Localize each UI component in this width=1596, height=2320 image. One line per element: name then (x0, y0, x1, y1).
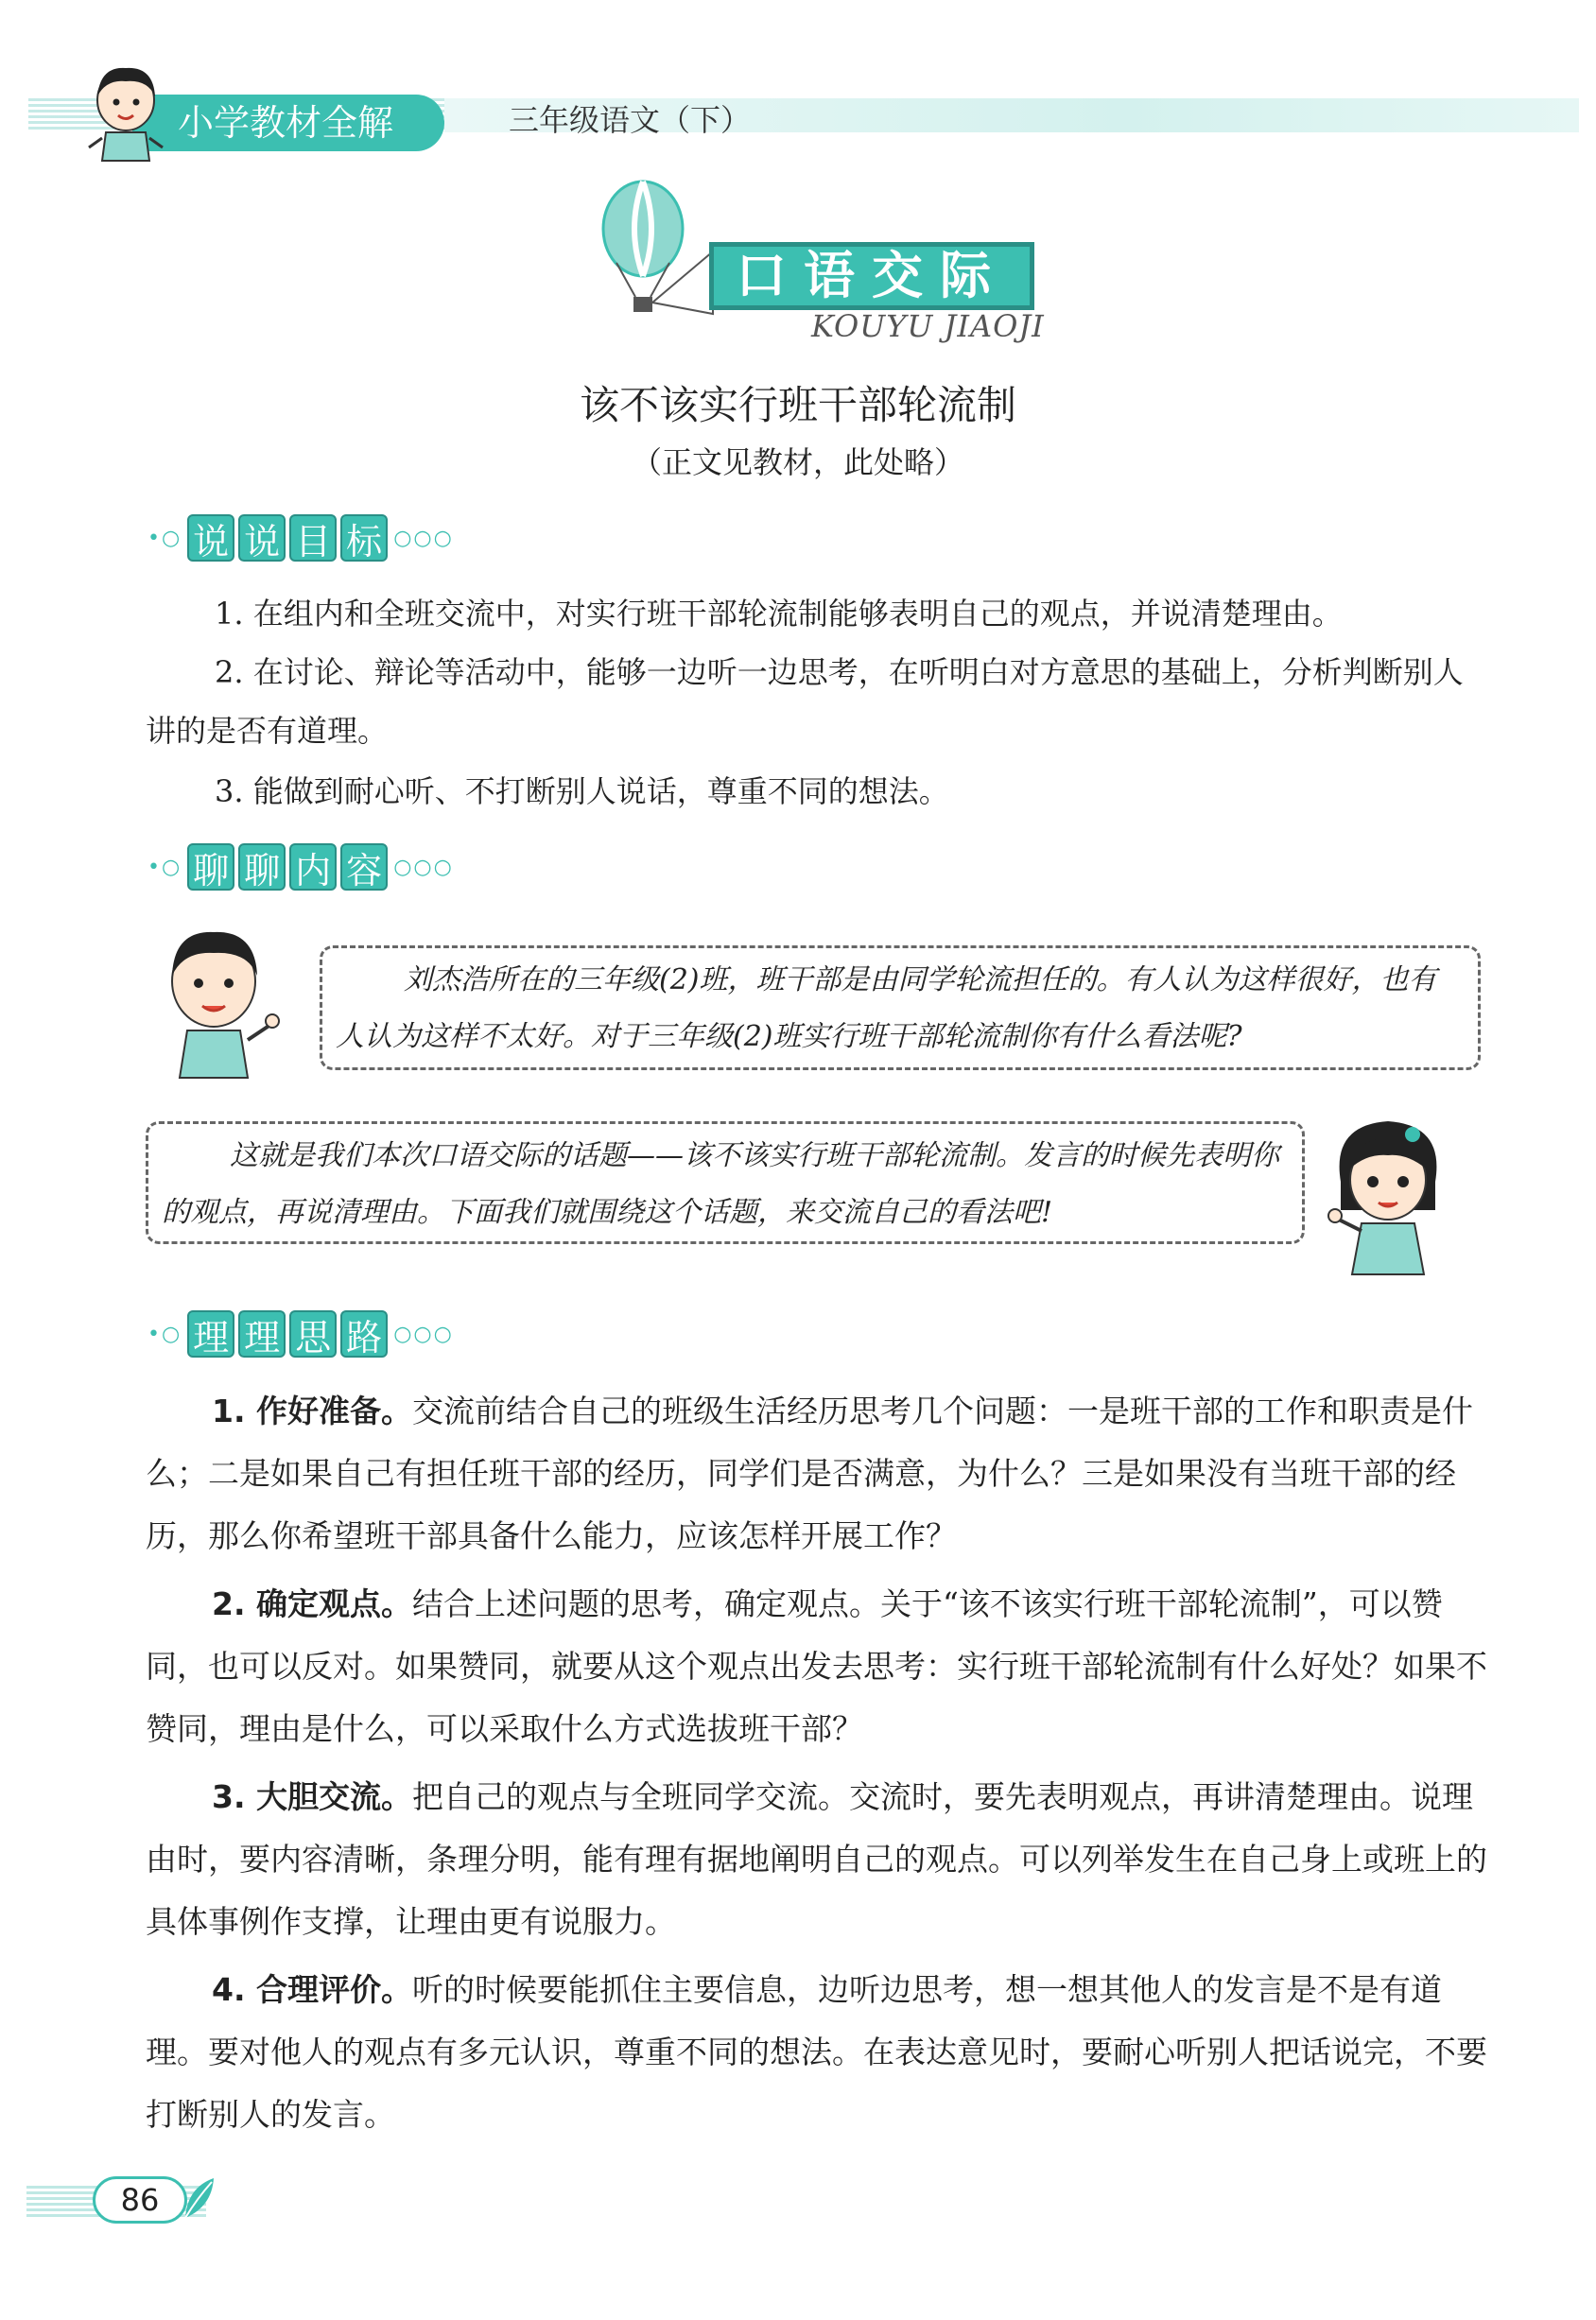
thinking-item (146, 1380, 1488, 1567)
thinking-item-text: 把自己的观点与全班同学交流。交流时，要先表明观点，再讲清楚理由。说理由时，要内容清晰，条理分明，能有理有据地阐明自己的观点。可以列举发生在自己身上或班上的具体事例作支撑，让理由更有说服力。 (146, 1778, 1487, 1940)
boy-mascot-icon (74, 59, 178, 163)
thinking-item-lead: 4. 合理评价。 (212, 1971, 412, 2008)
leaf-icon (180, 2174, 217, 2222)
heading-char: 路 (340, 1310, 388, 1358)
thinking-item-lead: 1. 作好准备。 (212, 1393, 412, 1429)
speech-bubble-boy (320, 945, 1481, 1070)
thinking-item (146, 1959, 1488, 2146)
dots-decoration: •○ (147, 855, 182, 879)
lesson-note: （正文见教材，此处略） (631, 444, 964, 480)
thinking-item (146, 1573, 1488, 1760)
banner-subtitle: KOUYU JIAOJI (811, 308, 1045, 344)
heading-char: 目 (289, 514, 337, 562)
bubble-boy-text: 刘杰浩所在的三年级(2)班，班干部是由同学轮流担任的。有人认为这样很好，也有人认为这样不太好。对于三年级(2)班实行班干部轮流制你有什么看法呢? (336, 963, 1437, 1053)
thinking-item-text: 听的时候要能抓住主要信息，边听边思考，想一想其他人的发言是不是有道理。要对他人的观点有多元认识，尊重不同的想法。在表达意见时，要耐心听别人把话说完，不要打断别人的发言。 (146, 1971, 1487, 2133)
section-goals-heading (147, 514, 454, 562)
dots-decoration: ○○○ (393, 526, 454, 550)
thinking-item (146, 1766, 1488, 1953)
girl-character-icon (1312, 1106, 1464, 1276)
thinking-item-lead: 2. 确定观点。 (212, 1585, 412, 1622)
banner-title: 口语交际 (709, 242, 1034, 310)
dots-decoration: •○ (147, 526, 182, 550)
page-number: 86 (93, 2176, 187, 2224)
heading-char: 说 (187, 514, 234, 562)
book-title: 三年级语文（下） (509, 102, 752, 138)
hot-air-balloon-icon (598, 176, 720, 327)
thinking-item-lead: 3. 大胆交流。 (212, 1778, 412, 1815)
heading-char: 聊 (238, 843, 286, 891)
heading-char: 理 (187, 1310, 234, 1358)
dots-decoration: •○ (147, 1322, 182, 1346)
heading-char: 思 (289, 1310, 337, 1358)
section-content-heading (147, 843, 454, 891)
goal-item: 1. 在组内和全班交流中，对实行班干部轮流制能够表明自己的观点，并说清楚理由。 (215, 596, 1343, 632)
thinking-item-text: 结合上述问题的思考，确定观点。关于“该不该实行班干部轮流制”，可以赞同，也可以反对。如果赞同，就要从这个观点出发去思考：实行班干部轮流制有什么好处？如果不赞同，理由是什么，可以采取什么方式选拔班干部？ (146, 1585, 1487, 1747)
thinking-item-text: 交流前结合自己的班级生活经历思考几个问题：一是班干部的工作和职责是什么；二是如果自己有担任班干部的经历，同学们是否满意，为什么？三是如果没有当班干部的经历，那么你希望班干部具备什么能力，应该怎样开展工作？ (146, 1393, 1473, 1554)
section-thinking-heading (147, 1310, 454, 1358)
speech-bubble-girl (146, 1121, 1305, 1244)
dots-decoration: ○○○ (393, 1322, 454, 1346)
heading-char: 聊 (187, 843, 234, 891)
lesson-title: 该不该实行班干部轮流制 (579, 382, 1016, 428)
heading-char: 内 (289, 843, 337, 891)
heading-char: 理 (238, 1310, 286, 1358)
heading-char: 标 (340, 514, 388, 562)
heading-char: 说 (238, 514, 286, 562)
heading-char: 容 (340, 843, 388, 891)
bubble-girl-text: 这就是我们本次口语交际的话题——该不该实行班干部轮流制。发言的时候先表明你的观点，再说清理由。下面我们就围绕这个话题，来交流自己的看法吧! (162, 1139, 1279, 1229)
boy-character-icon (149, 919, 291, 1080)
brand-tab: 小学教材全解 (132, 95, 444, 151)
goal-item: 2. 在讨论、辩论等活动中，能够一边听一边思考，在听明白对方意思的基础上，分析判断别人讲的是否有道理。 (146, 654, 1464, 749)
dots-decoration: ○○○ (393, 855, 454, 879)
goal-item: 3. 能做到耐心听、不打断别人说话，尊重不同的想法。 (215, 773, 949, 809)
